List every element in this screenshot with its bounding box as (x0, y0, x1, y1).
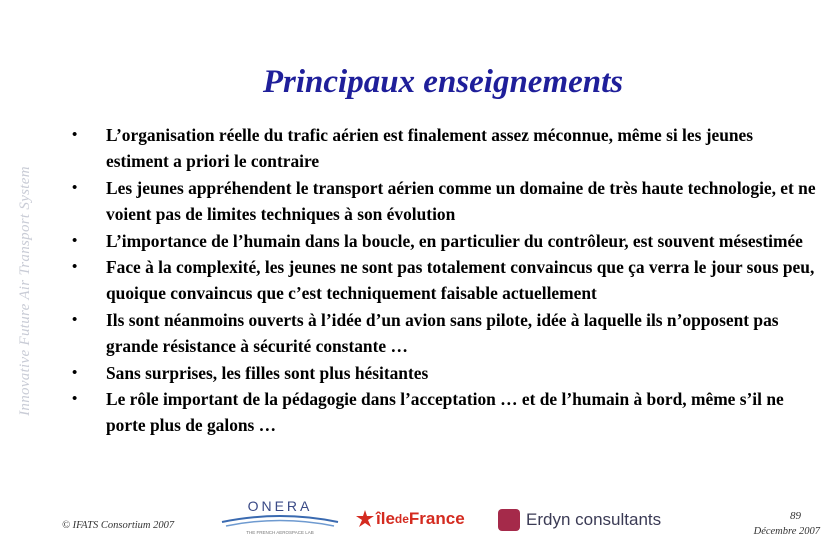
idf-part3: France (408, 509, 465, 528)
list-item (72, 228, 817, 254)
page-number: 89 (790, 510, 801, 522)
erdyn-text: Erdyn consultants (526, 510, 662, 529)
bullet-list (72, 122, 817, 439)
bullet-text: Les jeunes appréhendent le transport aérien comme un domaine de très haute technologie, et ne voient pas de limites techniques à son évolution (106, 177, 816, 225)
bullet-icon: • (72, 232, 78, 249)
bullet-text: L’importance de l’humain dans la boucle, en particulier du contrôleur, est souvent mésestimée (106, 230, 803, 251)
bullet-icon: • (72, 311, 78, 328)
idf-part1: île (376, 509, 395, 528)
bullet-icon: • (72, 364, 78, 381)
star-icon (356, 510, 374, 528)
bullet-text: Le rôle important de la pédagogie dans l’acceptation … et de l’humain à bord, même s’il ne porte plus de galons … (106, 389, 784, 436)
bullet-text: Ils sont néanmoins ouverts à l’idée d’un avion sans pilote, idée à laquelle ils n’opposent pas grande résistance à sécurité constante … (106, 309, 779, 357)
bullet-text: L’organisation réelle du trafic aérien est finalement assez méconnue, même si les jeunes estiment a priori le contraire (106, 125, 754, 172)
onera-name: ONERA (247, 498, 313, 514)
onera-logo (216, 496, 344, 536)
list-item (72, 307, 817, 360)
idf-part2: de (394, 512, 409, 526)
footer-date: Décembre 2007 (753, 526, 820, 537)
erdyn-logo (498, 508, 661, 532)
iledefrance-logo (356, 507, 465, 531)
bullet-icon: • (72, 179, 78, 196)
list-item (72, 360, 817, 386)
bullet-icon: • (72, 127, 78, 143)
page-title: Principaux enseignements (262, 64, 624, 100)
list-item (72, 386, 817, 439)
onera-swoosh (226, 521, 334, 527)
bullet-icon: • (72, 391, 78, 408)
bullet-text: Face à la complexité, les jeunes ne sont pas totalement convaincus que ça verra le jour sous peu, quoique convaincus que c’est techniquement faisable actuellement (106, 257, 815, 304)
sidebar-vertical-text: Innovative Future Air Transport System (17, 166, 33, 416)
footer-copyright: © IFATS Consortium 2007 (62, 520, 175, 531)
erdyn-mark-icon (498, 509, 520, 531)
bullet-text: Sans surprises, les filles sont plus hésitantes (106, 362, 429, 383)
bullet-icon: • (72, 259, 78, 276)
onera-tagline: THE FRENCH AEROSPACE LAB (246, 530, 314, 535)
list-item (72, 175, 817, 228)
list-item (72, 122, 817, 175)
list-item (72, 254, 817, 307)
